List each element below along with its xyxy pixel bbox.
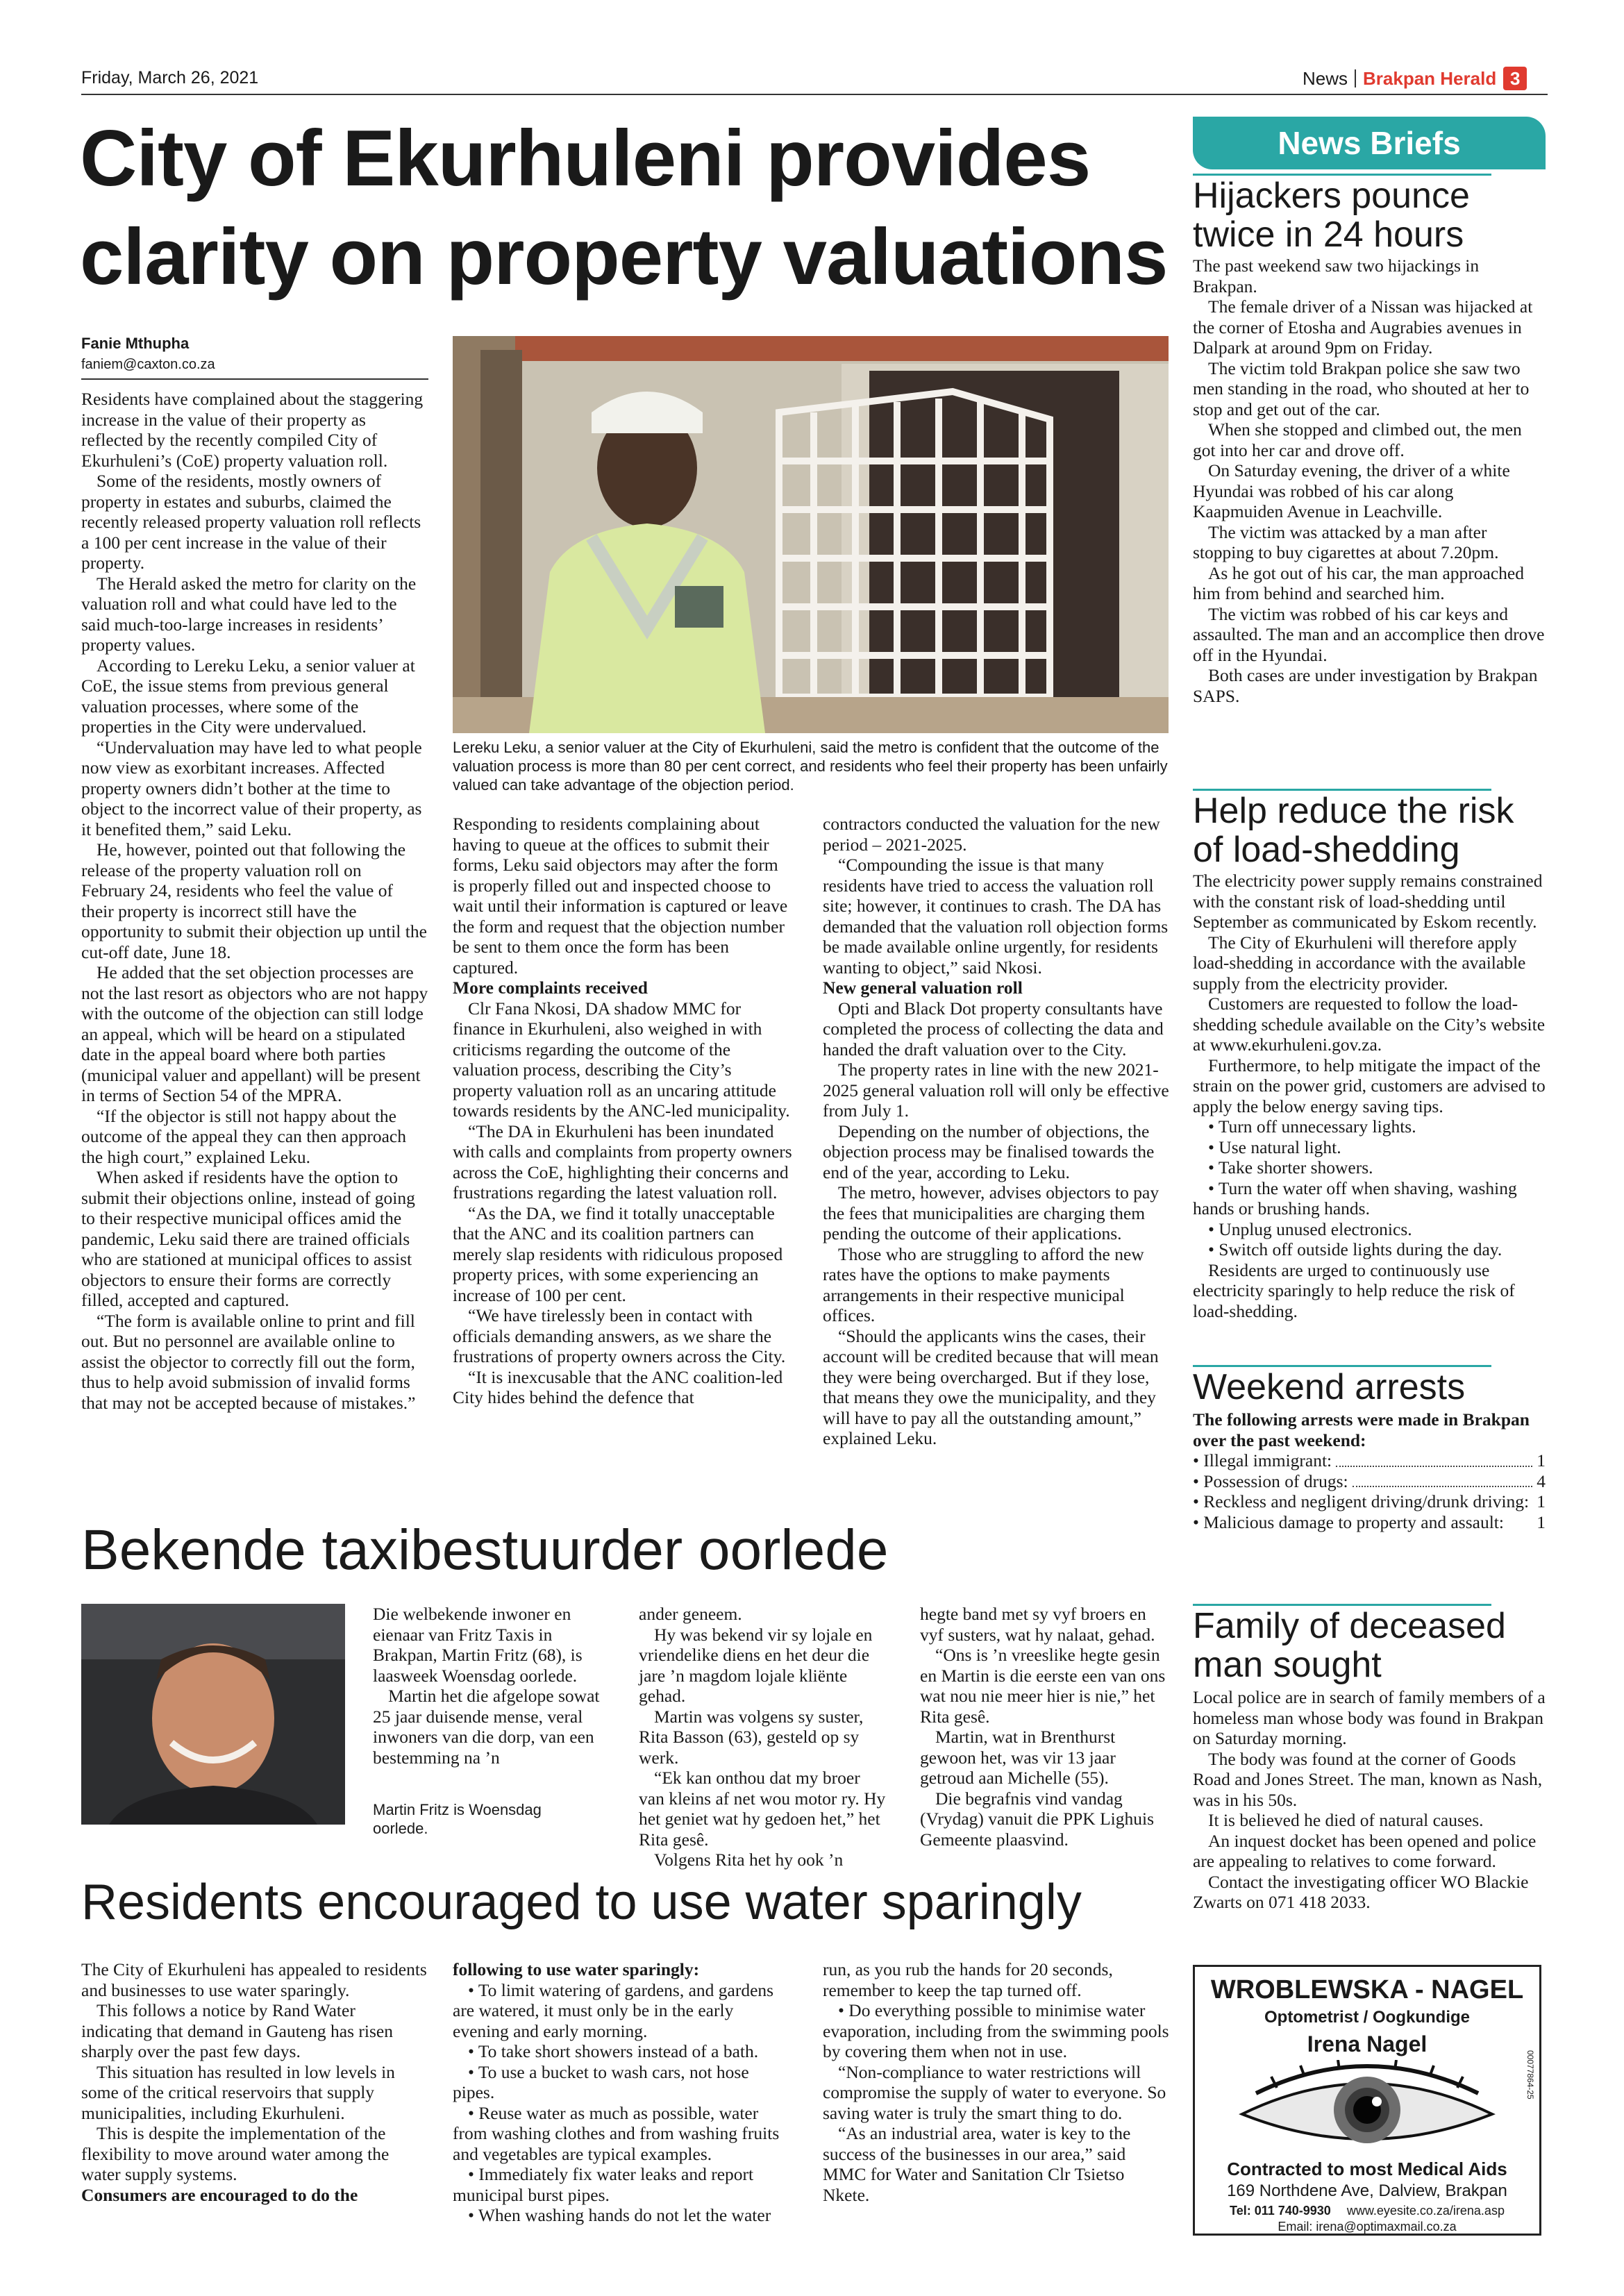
paragraph: Martin, wat in Brenthurst gewoon het, was vir 13 jaar getroud aan Michelle (55). bbox=[920, 1727, 1116, 1788]
bullet: • Use natural light. bbox=[1208, 1137, 1341, 1157]
paragraph: “The DA in Ekurhuleni has been inundated with calls and complaints from property owners across the CoE, highlighting their concerns and frustrations regarding the latest valuation roll. bbox=[453, 1121, 792, 1203]
taxi-photo bbox=[81, 1604, 345, 1825]
taxi-photo-image bbox=[81, 1604, 345, 1825]
paragraph: Martin het die afgelope sowat 25 jaar duisende mense, veral inwoners van die dorp, van een bestemming na ’n bbox=[373, 1686, 600, 1768]
leader-dots bbox=[1336, 1466, 1532, 1467]
paragraph: hegte band met sy vyf broers en vyf susters, wat hy nalaat, gehad. bbox=[920, 1604, 1155, 1645]
arrest-count: 1 bbox=[1537, 1511, 1546, 1532]
brief-body bbox=[1193, 871, 1546, 1321]
arrest-row bbox=[1193, 1491, 1546, 1512]
lead-column-3 bbox=[823, 814, 1170, 1449]
paragraph: Local police are in search of family members of a homeless man whose body was found in Brakpan on Saturday morning. bbox=[1193, 1687, 1546, 1748]
arrest-count: 1 bbox=[1537, 1491, 1546, 1511]
paragraph: Those who are struggling to afford the new rates have the options to make payments arrangements in their respective municipal offices. bbox=[823, 1243, 1144, 1325]
arrest-count: 4 bbox=[1537, 1470, 1546, 1491]
paragraph-bold: following to use water sparingly: bbox=[453, 1959, 700, 1979]
paragraph: Residents are urged to continuously use electricity sparingly to help reduce the risk of load-shedding. bbox=[1193, 1259, 1515, 1321]
ad-email: Email: irena@optimaxmail.co.za bbox=[1278, 2220, 1457, 2234]
paragraph: Furthermore, to help mitigate the impact of the strain on the power grid, customers are advised to apply the below energy saving tips. bbox=[1193, 1055, 1546, 1116]
brief-body bbox=[1193, 1409, 1546, 1532]
bullet: • Reuse water as much as possible, water from washing clothes and from washing fruits and vegetables are typical examples. bbox=[453, 2102, 780, 2164]
paragraph: Residents have complained about the staggering increase in the value of their property as reflected by the recently compiled City of Ekurhuleni’s (CoE) property valuation roll. bbox=[81, 389, 424, 471]
brief-title: Weekend arrests bbox=[1193, 1367, 1466, 1407]
brief-rule bbox=[1193, 174, 1491, 176]
paragraph: This situation has resulted in low levels in some of the critical reservoirs that supply municipalities, including Ekurhuleni. bbox=[81, 2061, 395, 2123]
byline-email: faniem@caxton.co.za bbox=[81, 357, 215, 372]
optometrist-ad bbox=[1193, 1965, 1541, 2236]
paragraph: Clr Fana Nkosi, DA shadow MMC for finance in Ekurhuleni, also weighed in with criticisms regarding the outcome of the valuation process, describing the City’s property valuation roll as an uncaring attitude towards residents by the ANC-led municipality. bbox=[453, 998, 790, 1121]
paragraph: The female driver of a Nissan was hijacked at the corner of Etosha and Augrabies avenues in Dalpark at around 9pm on Friday. bbox=[1193, 296, 1533, 358]
paragraph: On Saturday evening, the driver of a white Hyundai was robbed of his car along Kaapmuiden Avenue in Leachville. bbox=[1193, 460, 1510, 521]
brief-title: Family of deceased man sought bbox=[1193, 1606, 1506, 1685]
arrest-label: • Possession of drugs: bbox=[1193, 1470, 1348, 1491]
news-briefs-banner-label: News Briefs bbox=[1278, 125, 1461, 161]
ad-profession: Optometrist / Oogkundige bbox=[1264, 2008, 1470, 2027]
water-column-2 bbox=[453, 1959, 793, 2226]
section-divider bbox=[1355, 69, 1356, 87]
paragraph: The City of Ekurhuleni has appealed to residents and businesses to use water sparingly. bbox=[81, 1959, 427, 2000]
taxi-headline: Bekende taxibestuurder oorlede bbox=[81, 1518, 889, 1582]
paragraph: When she stopped and climbed out, the men got into her car and drove off. bbox=[1193, 419, 1522, 460]
bullet: • Switch off outside lights during the day. bbox=[1208, 1239, 1502, 1259]
paragraph: Both cases are under investigation by Brakpan SAPS. bbox=[1193, 665, 1538, 706]
paragraph: Opti and Black Dot property consultants have completed the process of collecting the data and handed the draft valuation over to the City. bbox=[823, 998, 1164, 1059]
lead-headline bbox=[80, 110, 1205, 307]
brief-title: Hijackers pounce twice in 24 hours bbox=[1193, 176, 1470, 255]
byline-name: Fanie Mthupha bbox=[81, 335, 190, 352]
news-briefs-banner bbox=[1193, 117, 1546, 169]
paragraph: Die welbekende inwoner en eienaar van Fritz Taxis in Brakpan, Martin Fritz (68), is laasweek Woensdag oorlede. bbox=[373, 1604, 583, 1686]
bullet: • Take shorter showers. bbox=[1208, 1157, 1373, 1178]
paragraph: “Undervaluation may have led to what people now view as exorbitant increases. Affected property owners didn’t bother at the time to object to the incorrect value of their property, as it benefited them,” said Leku. bbox=[81, 737, 422, 839]
lead-photo-image bbox=[453, 336, 1169, 733]
bullet: • Do everything possible to minimise water evaporation, including from the swimming pools by covering them when not in use. bbox=[823, 2000, 1169, 2061]
paragraph: Some of the residents, mostly owners of property in estates and suburbs, claimed the recently released property valuation roll reflects a 100 per cent increase in the value of their property. bbox=[81, 471, 421, 573]
paragraph: The body was found at the corner of Goods Road and Jones Street. The man, known as Nash, was in his 50s. bbox=[1193, 1748, 1543, 1810]
water-column-1 bbox=[81, 1959, 428, 2205]
paragraph: “Non-compliance to water restrictions will compromise the supply of water to everyone. So saving water is truly the smart thing to do. bbox=[823, 2061, 1166, 2123]
ad-address: 169 Northdene Ave, Dalview, Brakpan bbox=[1227, 2181, 1507, 2200]
paragraph: The victim was robbed of his car keys and assaulted. The man and an accomplice then drove off in the Hyundai. bbox=[1193, 603, 1545, 665]
paragraph: He, however, pointed out that following the release of the property valuation roll on February 24, residents who feel the value of their property is incorrect still have the opportunity to submit their objection up until the cut-off date, June 18. bbox=[81, 839, 427, 962]
lead-column-1 bbox=[81, 389, 428, 1413]
paragraph: The victim was attacked by a man after stopping to buy cigarettes at about 7.20pm. bbox=[1193, 521, 1499, 562]
byline bbox=[81, 335, 215, 373]
subheading: More complaints received bbox=[453, 978, 648, 998]
taxi-column-3 bbox=[920, 1604, 1170, 1850]
ad-code: 00077864-25 bbox=[1525, 2050, 1535, 2100]
taxi-column-1 bbox=[373, 1604, 609, 1768]
ad-medical: Contracted to most Medical Aids bbox=[1227, 2159, 1507, 2179]
paragraph: As he got out of his car, the man approached him from behind and searched him. bbox=[1193, 562, 1525, 603]
paragraph: The Herald asked the metro for clarity on the valuation roll and what could have led to the said much-too-large increases in residents’ property values. bbox=[81, 573, 417, 655]
arrest-count: 1 bbox=[1537, 1450, 1546, 1470]
bullet: • Unplug unused electronics. bbox=[1208, 1218, 1412, 1239]
paragraph: “As an industrial area, water is key to the success of the businesses in our area,” said MMC for Water and Sanitation Clr Tsietso Nkete. bbox=[823, 2123, 1131, 2205]
lead-photo-caption: Lereku Leku, a senior valuer at the City of Ekurhuleni, said the metro is confident that the outcome of the valuation process is more than 80 per cent correct, and residents who feel their property has been unfairly valued can take advantage of the objection period. bbox=[453, 739, 1168, 794]
bullet: • Turn the water off when shaving, washing hands or brushing hands. bbox=[1193, 1178, 1517, 1218]
paragraph: The City of Ekurhuleni will therefore apply load-shedding in accordance with the available supply from the electricity provider. bbox=[1193, 932, 1526, 994]
page-number-badge: 3 bbox=[1503, 67, 1527, 90]
paragraph: An inquest docket has been opened and police are appealing to relatives to come forward. bbox=[1193, 1830, 1537, 1871]
paragraph: “If the objector is still not happy about the outcome of the appeal they can then approach the high court,” explained Leku. bbox=[81, 1105, 407, 1167]
page-date: Friday, March 26, 2021 bbox=[81, 68, 259, 87]
paragraph-bold: Consumers are encouraged to do the bbox=[81, 2184, 358, 2205]
bullet: • To use a bucket to wash cars, not hose pipes. bbox=[453, 2061, 749, 2102]
eye-icon bbox=[1195, 2060, 1539, 2157]
brief-rule bbox=[1193, 1365, 1491, 1367]
paragraph: “Ek kan onthou dat my broer van kleins af net wou motor ry. Hy het geniet wat hy gedoen het,” het Rita gesê. bbox=[639, 1768, 886, 1850]
bullet: • When washing hands do not let the water bbox=[468, 2205, 771, 2225]
taxi-column-2 bbox=[639, 1604, 889, 1870]
arrest-label: • Illegal immigrant: bbox=[1193, 1450, 1332, 1470]
arrest-row bbox=[1193, 1471, 1546, 1492]
arrest-row bbox=[1193, 1512, 1546, 1533]
byline-rule bbox=[81, 378, 428, 380]
paragraph: Customers are requested to follow the load-shedding schedule available on the City’s website at www.ekurhuleni.gov.za. bbox=[1193, 994, 1546, 1055]
ad-tel: Tel: 011 740-9930 bbox=[1230, 2204, 1331, 2218]
paragraph: Martin was volgens sy suster, Rita Basson (63), gesteld op sy werk. bbox=[639, 1706, 864, 1768]
paragraph: Responding to residents complaining about having to queue at the offices to submit their forms, Leku said objectors may after the form is properly filled out and inspected choose to wait until their information is captured or leave the form and request that the objection number be sent to them once the form has been captured. bbox=[453, 814, 788, 978]
paragraph: According to Lereku Leku, a senior valuer at CoE, the issue stems from previous general valuation processes, where some of the properties in the City were undervalued. bbox=[81, 655, 415, 737]
ad-person: Irena Nagel bbox=[1307, 2031, 1428, 2056]
water-column-3 bbox=[823, 1959, 1170, 2205]
ad-name: WROBLEWSKA - NAGEL bbox=[1210, 1975, 1524, 2004]
paragraph: When asked if residents have the option to submit their objections online, instead of going to their respective municipal offices amid the pandemic, Leku said there are trained officials who are stationed at municipal offices to assist objectors to ensure their forms are correctly filled, accepted and captured. bbox=[81, 1167, 415, 1310]
paragraph: ander geneem. bbox=[639, 1604, 742, 1624]
paragraph: It is believed he died of natural causes. bbox=[1208, 1810, 1484, 1830]
paragraph: “Should the applicants wins the cases, their account will be credited because that will mean they were being overcharged. But if they lose, that means they owe the municipality, and they will have to pay all the outstanding amount,” explained Leku. bbox=[823, 1325, 1159, 1448]
bullet: • To take short showers instead of a bath. bbox=[468, 2041, 759, 2061]
ad-contact bbox=[1195, 2204, 1539, 2218]
paragraph: The property rates in line with the new 2021-2025 general valuation roll will only be effective from July 1. bbox=[823, 1059, 1169, 1121]
paragraph: The victim told Brakpan police she saw two men standing in the road, who shouted at her to stop and get out of the car. bbox=[1193, 358, 1530, 419]
paragraph: Contact the investigating officer WO Blackie Zwarts on 071 418 2033. bbox=[1193, 1871, 1529, 1912]
brief-rule bbox=[1193, 789, 1491, 791]
paragraph: “The form is available online to print and fill out. But no personnel are available online to assist the objector to correctly fill out the form, thus to help avoid submission of invalid forms that may not be accepted because of mistakes.” bbox=[81, 1310, 416, 1413]
brief-title: Help reduce the risk of load-shedding bbox=[1193, 791, 1514, 870]
subheading: New general valuation roll bbox=[823, 978, 1023, 998]
arrest-label: • Reckless and negligent driving/drunk driving: bbox=[1193, 1491, 1530, 1511]
lead-column-2 bbox=[453, 814, 793, 1408]
ad-web: www.eyesite.co.za/irena.asp bbox=[1346, 2204, 1505, 2218]
water-headline: Residents encouraged to use water sparingly bbox=[81, 1875, 1082, 1930]
paragraph: Volgens Rita het hy ook ’n bbox=[654, 1850, 844, 1870]
masthead bbox=[1303, 67, 1527, 90]
paragraph: “We have tirelessly been in contact with officials demanding answers, as we share the frustrations of property owners across the City. bbox=[453, 1305, 786, 1366]
lead-headline-line-1: City of Ekurhuleni provides bbox=[80, 115, 1091, 203]
leader-dots bbox=[1353, 1486, 1533, 1487]
paper-name: Brakpan Herald bbox=[1363, 67, 1497, 89]
paragraph: He added that the set objection processes are not the last resort as objectors who are not happy with the outcome of the objection can still lodge an appeal, which will be heard on a stipulated date in the appeal board where both parties (municipal valuer and appellant) will be present in terms of Section 54 of the MPRA. bbox=[81, 962, 428, 1105]
taxi-photo-caption: Martin Fritz is Woensdag oorlede. bbox=[373, 1801, 542, 1837]
paragraph: run, as you rub the hands for 20 seconds, remember to keep the tap turned off. bbox=[823, 1959, 1113, 2000]
bullet: • Turn off unnecessary lights. bbox=[1208, 1116, 1416, 1137]
paragraph: “As the DA, we find it totally unacceptable that the ANC and its coalition partners can merely slap residents with ridiculous proposed property prices, with some experiencing an increase of 100 per cent. bbox=[453, 1203, 783, 1305]
arrests-intro: The following arrests were made in Brakpan over the past weekend: bbox=[1193, 1409, 1530, 1450]
paragraph: Die begrafnis vind vandag (Vrydag) vanuit die PPK Lighuis Gemeente plaasvind. bbox=[920, 1788, 1155, 1850]
header-rule bbox=[81, 94, 1548, 95]
brief-family bbox=[1193, 1604, 1546, 1913]
paragraph: The metro, however, advises objectors to pay the fees that municipalities are charging them pending the outcome of their applications. bbox=[823, 1182, 1160, 1243]
lead-photo bbox=[453, 336, 1169, 733]
paragraph: This follows a notice by Rand Water indicating that demand in Gauteng has risen sharply over the past few days. bbox=[81, 2000, 393, 2061]
bullet: • To limit watering of gardens, and gardens are watered, it must only be in the early evening and early morning. bbox=[453, 1979, 774, 2041]
paragraph: This is despite the implementation of the flexibility to move around water among the water supply systems. bbox=[81, 2123, 390, 2184]
paragraph: The electricity power supply remains constrained with the constant risk of load-shedding until September as communicated by Eskom recently. bbox=[1193, 871, 1543, 932]
paragraph: Depending on the number of objections, the objection process may be finalised towards the end of the year, according to Leku. bbox=[823, 1121, 1155, 1182]
brief-body bbox=[1193, 1687, 1546, 1913]
brief-hijackers bbox=[1193, 174, 1546, 706]
section-label: News bbox=[1303, 67, 1348, 89]
bullet: • Immediately fix water leaks and report municipal burst pipes. bbox=[453, 2164, 754, 2205]
arrest-label: • Malicious damage to property and assault: bbox=[1193, 1511, 1504, 1532]
paragraph: The past weekend saw two hijackings in Brakpan. bbox=[1193, 255, 1480, 296]
brief-rule bbox=[1193, 1604, 1491, 1606]
paragraph: “Ons is ’n vreeslike hegte gesin en Martin is die eerste een van ons wat nou nie meer hier is nie,” het Rita gesê. bbox=[920, 1645, 1166, 1727]
brief-load-shedding bbox=[1193, 789, 1546, 1321]
brief-weekend-arrests bbox=[1193, 1365, 1546, 1532]
paragraph: Hy was bekend vir sy lojale en vriendelike diens en het deur die jare ’n magdom lojale kliënte gehad. bbox=[639, 1624, 873, 1706]
brief-body bbox=[1193, 255, 1546, 706]
paragraph: “It is inexcusable that the ANC coalition-led City hides behind the defence that bbox=[453, 1366, 783, 1407]
paragraph: contractors conducted the valuation for the new period – 2021-2025. bbox=[823, 814, 1160, 855]
paragraph: “Compounding the issue is that many residents have tried to access the valuation roll site; however, it continues to crash. The DA has demanded that the valuation roll objection forms be made available online urgently, for residents wanting to object,” said Nkosi. bbox=[823, 855, 1169, 978]
lead-headline-line-2: clarity on property valuations bbox=[80, 213, 1168, 301]
arrest-row bbox=[1193, 1450, 1546, 1471]
